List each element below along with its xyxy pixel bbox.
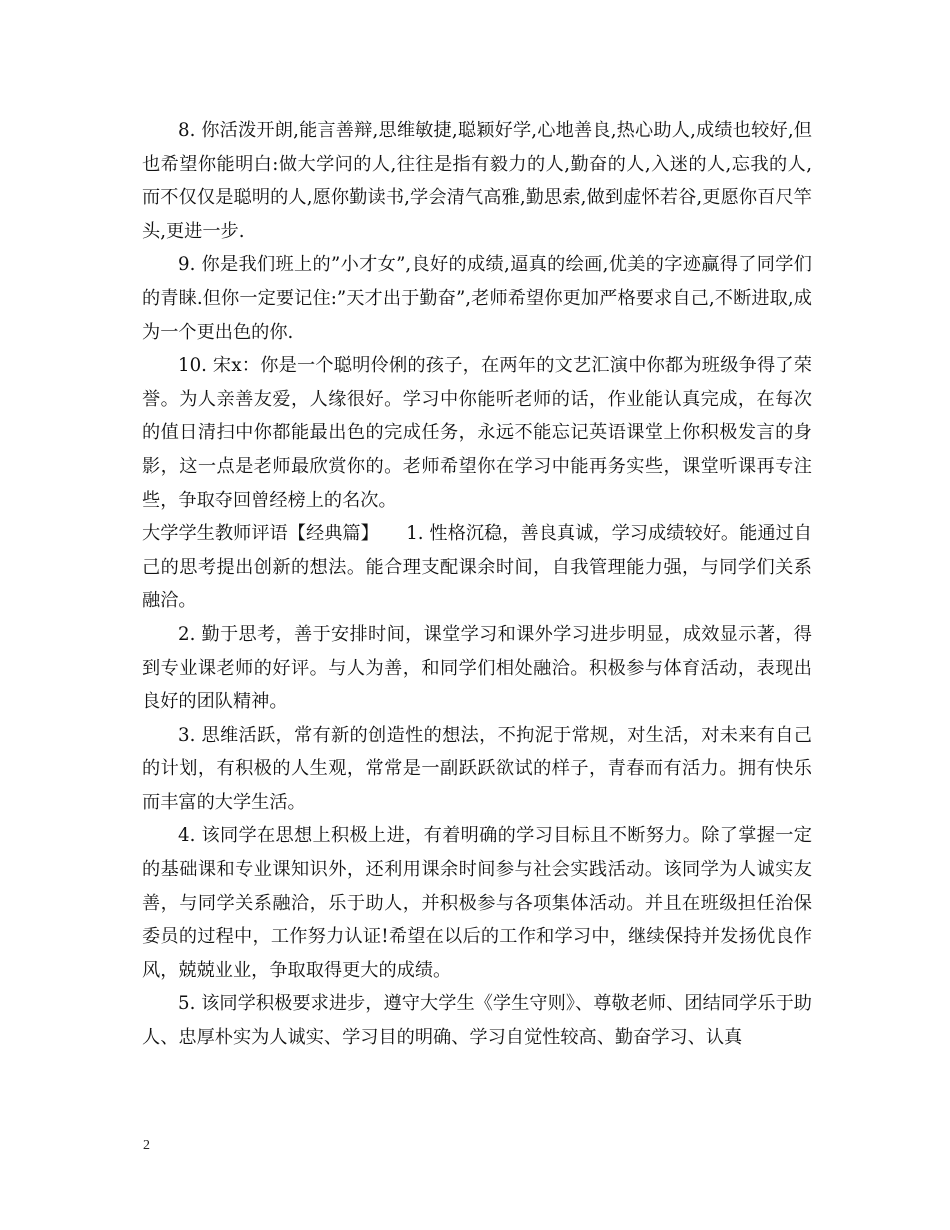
paragraph-comment-8: 8. 你活泼开朗,能言善辩,思维敏捷,聪颖好学,心地善良,热心助人,成绩也较好,但也希望你能明白:做大学问的人,往往是指有毅力的人,勤奋的人,入迷的人,忘我的人,而不仅仅是聪明的人,愿你勤读书,学会清气高雅,勤思索,做到虚怀若谷,更愿你百尺竿头,更进一步. [142, 120, 812, 242]
paragraph-comment-3: 3. 思维活跃，常有新的创造性的想法，不拘泥于常规，对生活，对未来有自己的计划，有积极的人生观，常常是一副跃跃欲试的样子，青春而有活力。拥有快乐而丰富的大学生活。 [142, 724, 812, 813]
paragraph-comment-2: 2. 勤于思考，善于安排时间，课堂学习和课外学习进步明显，成效显示著，得到专业课老师的好评。与人为善，和同学们相处融洽。积极参与体育活动，表现出良好的团队精神。 [142, 623, 812, 713]
document-body [142, 114, 812, 1055]
paragraph-comment-10: 10. 宋x：你是一个聪明伶俐的孩子，在两年的文艺汇演中你都为班级争得了荣誉。为人亲善友爱，人缘很好。学习中你能听老师的话，作业能认真完成，在每次的值日清扫中你都能最出色的完成任务，永远不能忘记英语课堂上你积极发言的身影，这一点是老师最欣赏你的。老师希望你在学习中能再务实些，课堂听课再专注些，争取夺回曾经榜上的名次。 [142, 355, 812, 511]
page-number: 2 [143, 1138, 150, 1153]
paragraph-comment-4: 4. 该同学在思想上积极上进，有着明确的学习目标且不断努力。除了掌握一定的基础课和专业课知识外，还利用课余时间参与社会实践活动。该同学为人诚实友善，与同学关系融洽，乐于助人，并积极参与各项集体活动。并且在班级担任治保委员的过程中，工作努力认证!希望在以后的工作和学习中，继续保持并发扬优良作风，兢兢业业，争取取得更大的成绩。 [142, 825, 812, 981]
paragraph-section-heading-comment-1: 大学学生教师评语【经典篇】 1. 性格沉稳，善良真诚，学习成绩较好。能通过自己的思考提出创新的想法。能合理支配课余时间，自我管理能力强，与同学们关系融洽。 [142, 523, 812, 612]
paragraph-comment-9: 9. 你是我们班上的”小才女”,良好的成绩,逼真的绘画,优美的字迹赢得了同学们的青睐.但你一定要记住:”天才出于勤奋”,老师希望你更加严格要求自己,不断进取,成为一个更出色的你. [142, 254, 812, 343]
paragraph-comment-5: 5. 该同学积极要求进步，遵守大学生《学生守则》、尊敬老师、团结同学乐于助人、忠厚朴实为人诚实、学习目的明确、学习自觉性较高、勤奋学习、认真 [142, 993, 812, 1049]
